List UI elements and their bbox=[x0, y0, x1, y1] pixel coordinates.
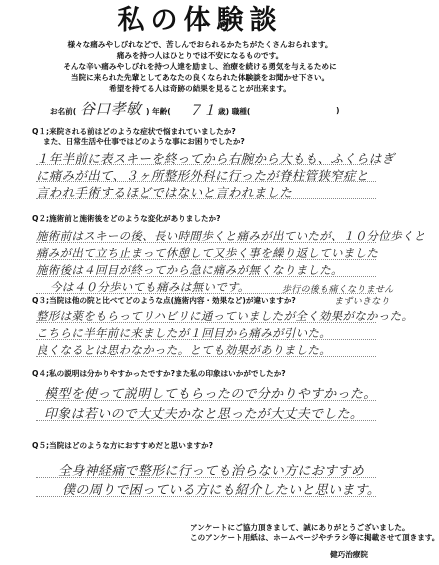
age-label: ) 年齢( bbox=[146, 107, 171, 116]
page-title: 私の体験談 bbox=[117, 5, 283, 36]
thank-you-note bbox=[190, 523, 439, 543]
answer-5-line: 僕の周りで困っている方にも紹介したいと思います。 bbox=[62, 483, 381, 498]
question-4: Q４;私の説明は分かりやすかったですか?また私の印象はいかがでしたか? bbox=[32, 369, 286, 378]
question-2: Q２;施術前と施術後をどのような変化がありましたか? bbox=[32, 214, 221, 223]
intro-line: 当院に来られた先輩としてあなたの良くなられた体験談をお聞かせ下さい。 bbox=[70, 72, 330, 82]
answer-5-line: 全身神経痛で整形に行っても治らない方におすすめ bbox=[58, 464, 365, 479]
intro-line: 様々な痛みやしびれなどで、苦しんでおられるかたちがたくさんおられます。 bbox=[67, 40, 333, 49]
question-5: Q５;当院はどのような方におすすめだと思いますか? bbox=[32, 441, 214, 450]
answer-2-line: 施術後は４回目が終ってから急に痛みが無くなりました。 bbox=[36, 263, 343, 277]
answer-3-line: 良くなるとは思わなかった。とても効果がありました。 bbox=[36, 343, 331, 357]
answer-1-line: に痛みが出て、３ヶ所整形外科に行ったが脊柱管狭窄症と bbox=[36, 168, 369, 183]
answer-2-line: 今は４０分歩いても痛みは無いです。 bbox=[50, 280, 250, 294]
footer-line: アンケートにご協力頂きまして、誠にありがとうございました。 bbox=[190, 523, 410, 532]
intro-line: 希望を持てる人は奇跡の結果を見ることが出来ます。 bbox=[109, 83, 291, 93]
job-label: 歳) 職種( bbox=[218, 107, 251, 116]
name-value: 谷口孝敏 bbox=[80, 100, 142, 118]
job-close: ) bbox=[336, 106, 340, 115]
intro-line: そんな辛い痛みやしびれを持つ人達を励まし、治療を続ける勇気を与えるために bbox=[63, 61, 337, 71]
question-1-line: また、日常生活や仕事ではどのような事にお困りでしたか? bbox=[43, 137, 245, 146]
answer-2-note: 歩行の後も痛くなりません bbox=[282, 285, 394, 295]
answer-1-line: １年半前に表スキーを終ってから右腕から大もも、ふくらはぎ bbox=[36, 151, 395, 166]
name-label: お名前( bbox=[50, 107, 77, 116]
answer-2-line: 痛みが出て立ち止まって休憩して又歩く事を繰り返していました bbox=[36, 246, 379, 260]
clinic-name: 健巧治療院 bbox=[330, 550, 368, 559]
question-1-line: Q１;来院される前はどのような症状で悩まれていましたか? bbox=[32, 127, 236, 136]
answer-3-note: まずいきなり bbox=[334, 297, 390, 307]
age-value: ７１ bbox=[188, 103, 217, 119]
answer-4-line: 印象は若いので大丈夫かなと思ったが大丈夫でした。 bbox=[44, 407, 364, 422]
answer-3-line: こちらに半年前に来ましたが１回目から痛みが引いた。 bbox=[36, 326, 331, 340]
answer-4-line: 模型を使って説明してもらったので分かりやすかった。 bbox=[44, 387, 377, 402]
answer-1-line: 言われ手術するほどではないと言われました bbox=[36, 185, 293, 200]
question-3: Q３;当院は他の院と比べてどのような点(施術内容・効果など)が違いますか? bbox=[32, 296, 296, 305]
footer-line: このアンケート用紙は、ホームページやチラシ等に掲載させて頂きます。 bbox=[190, 533, 439, 542]
intro-line: 痛みを持つ人はひとりでは不安になるものです。 bbox=[116, 50, 284, 60]
answer-2-line: 施術前はスキーの後、長い時間歩くと痛みが出ていたが、１０分位歩くと bbox=[36, 229, 426, 243]
question-1 bbox=[32, 127, 245, 147]
answer-3-line: 整形は薬をもらってリハビリに通っていましたが全く効果がなかった。 bbox=[36, 309, 414, 323]
intro-text bbox=[30, 40, 370, 94]
